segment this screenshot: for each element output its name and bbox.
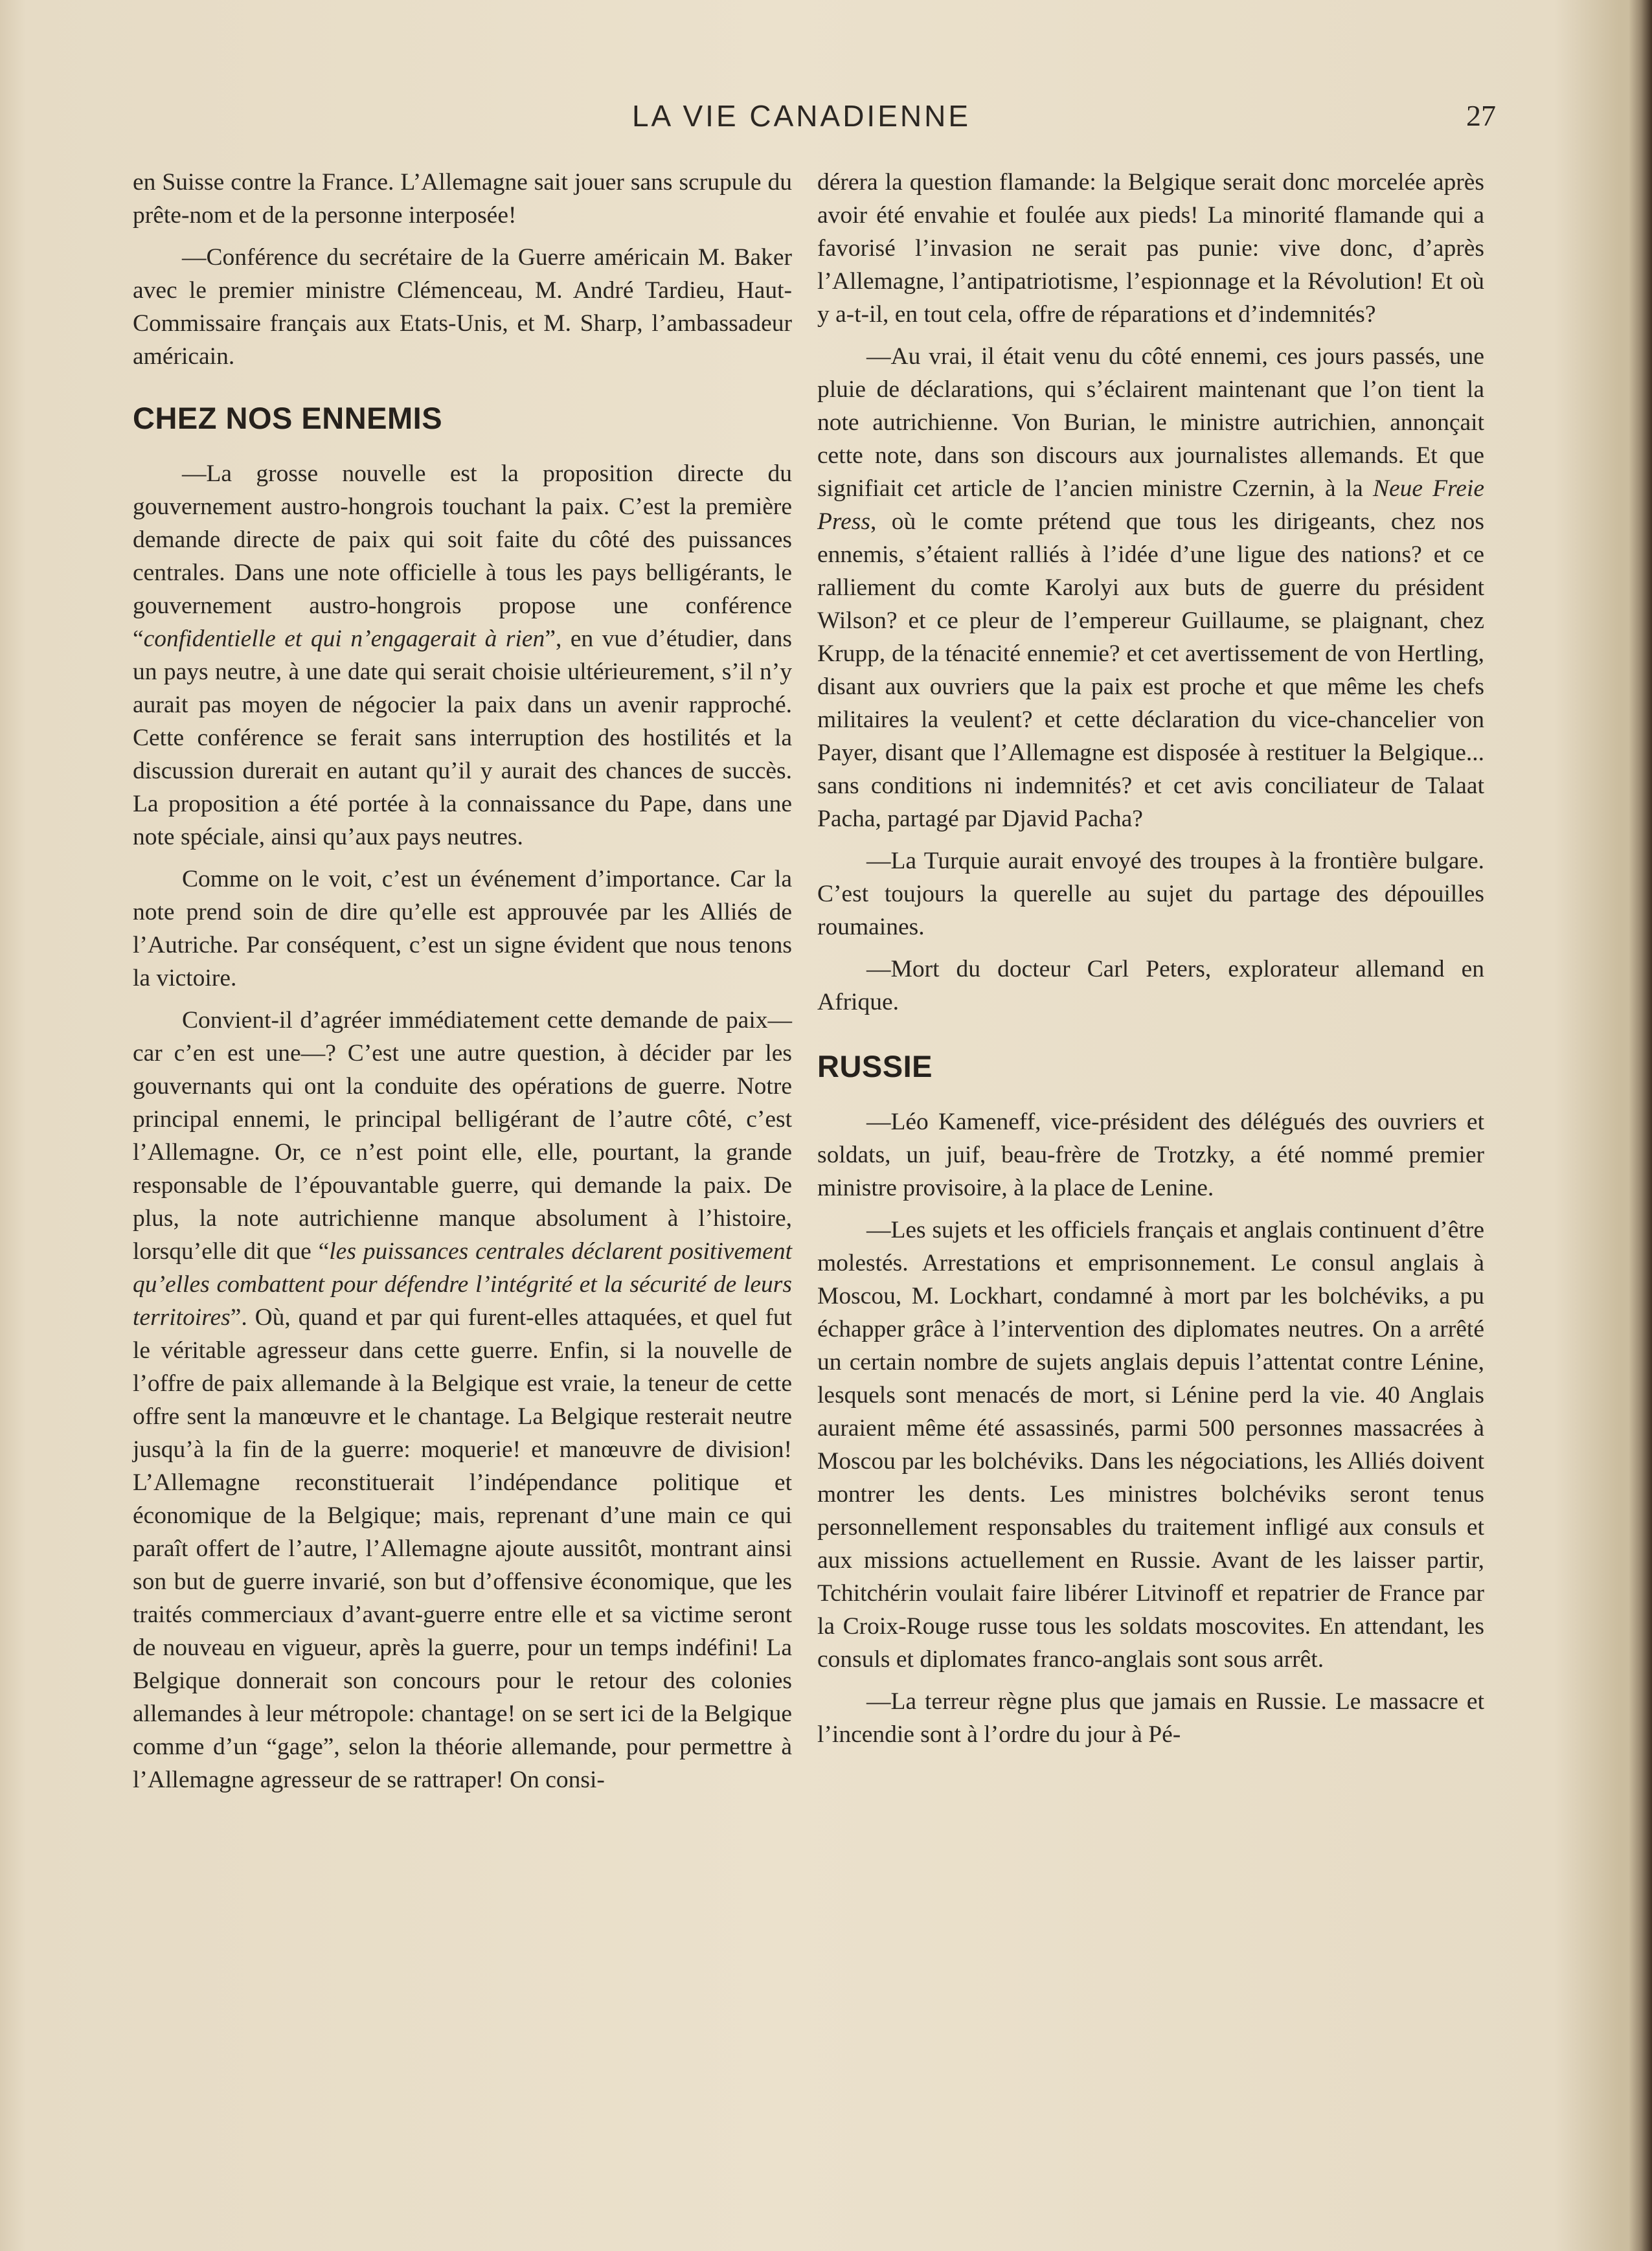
magazine-title: LA VIE CANADIENNE — [631, 99, 971, 133]
paragraph-suisse: en Suisse contre la France. L’Allemagne sait jouer sans scrupule du prête-nom et de la personne interposée! — [133, 169, 792, 229]
text-run: , où le comte prétend que tous les dirigeants, chez nos ennemis, s’étaient ralliés à l’idée d’une ligue des nations? et ce ralliement du comte Karolyi aux buts de guerre du président Wilson? et ce pleur de l’empereur Guillaume, se plaignant, chez Krupp, de la ténacité ennemie? et cet avertissement de von Hertling, disant aux ouvriers que la paix est proche et que même les chefs militaires la veulent? et cette déclaration du vice-chancelier von Payer, disant que l’Allemagne est disposée à restituer la Belgique... sans conditions ni indemnités? et cet avis conciliateur de Talaat Pacha, partagé par Djavid Pacha? — [817, 508, 1484, 832]
text-run: Convient-il d’agréer immédiatement cette demande de paix—car c’en est une—? C’est une autre question, à décider par les gouvernants qui ont la conduite des opérations de guerre. Notre principal ennemi, le principal belligérant de l’autre côté, c’est l’Allemagne. Or, ce n’est point elle, elle, pourtant, la grande responsable de l’épouvantable guerre, qui demande la paix. De plus, la note autrichienne manque absolument à l’histoire, lorsqu’elle dit que “ — [133, 1007, 792, 1265]
text-run: —La grosse nouvelle est la proposition directe du gouvernement austro-hongrois touchant la paix. C’est la première demande directe de paix qui soit faite du côté des puissances centrales. Dans une note officielle à tous les pays belligérants, le gouvernement austro-hongrois propose une conférence “ — [133, 460, 792, 652]
left-column — [133, 166, 792, 1805]
paragraph-grosse-nouvelle — [133, 457, 792, 854]
paragraph-kameneff: —Léo Kameneff, vice-président des délégués des ouvriers et soldats, un juif, beau-frère de Trotzky, a été nommé premier ministre provisoire, à la place de Lenine. — [817, 1109, 1484, 1201]
running-header — [0, 98, 1652, 137]
scan-edge-shadow — [1629, 0, 1652, 2251]
text-run: ”. Où, quand et par qui furent-elles attaquées, et quel fut le véritable agresseur dans cette guerre. Enfin, si la nouvelle de l’offre de paix allemande à la Belgique est vraie, la teneur de cette offre sent la manœuvre et le chantage. La Belgique resterait neutre jusqu’à la fin de la guerre: moquerie! et manœuvre de division! L’Allemagne reconstituerait l’indépendance politique et économique de la Belgique; mais, reprenant d’une main ce qui paraît offert de l’autre, l’Allemagne ajoute aussitôt, montrant ainsi son but de guerre invarié, son but d’offensive économique, que les traités commerciaux d’avant-guerre entre elle et sa victime seront de nouveau en vigueur, après la guerre, pour un temps indéfini! La Belgique donnerait son concours pour le retour des colonies allemandes à leur métropole: chantage! on se sert ici de la Belgique comme d’un “gage”, selon la théorie allemande, pour permettre à l’Allemagne agresseur de se rattraper! On consi- — [133, 1304, 792, 1793]
right-column — [817, 166, 1484, 1760]
italic-quote: confidentielle et qui n’engagerait à rien — [143, 626, 545, 652]
section-heading-russie: RUSSIE — [817, 1049, 933, 1083]
paragraph-terreur: —La terreur règne plus que jamais en Russie. Le massacre et l’incendie sont à l’ordre du jour à Pé- — [817, 1688, 1484, 1748]
paragraph-conference-baker: —Conférence du secrétaire de la Guerre américain M. Baker avec le premier ministre Clémenceau, M. André Tardieu, Haut-Commissaire français aux Etats-Unis, et M. Sharp, l’ambassadeur américain. — [133, 244, 792, 370]
paragraph-carl-peters: —Mort du docteur Carl Peters, explorateur allemand en Afrique. — [817, 956, 1484, 1015]
italic-quote: les puissances centrales déclarent positivement qu’elles combattent pour défendre l’intégrité et la sécurité de leurs territoires — [133, 1238, 792, 1331]
paragraph-sujets-officiels: —Les sujets et les officiels français et anglais continuent d’être molestés. Arrestations et emprisonnement. Le consul anglais à Moscou, M. Lockhart, condamné à mort par les bolchéviks, a pu échapper grâce à l’intervention des diplomates neutres. On a arrêté un certain nombre de sujets anglais depuis l’attentat contre Lénine, lesquels sont menacés de mort, si Lénine perd la vie. 40 Anglais auraient même été assassinés, parmi 500 personnes massacrées à Moscou par les bolchéviks. Dans les négociations, les Alliés doivent montrer les dents. Les ministres bolchéviks seront tenus personnellement responsables du traitement infligé aux consuls et aux missions actuellement en Russie. Avant de les laisser partir, Tchitchérin voulait faire libérer Litvinoff et repatrier de France par la Croix-Rouge russe tous les soldats moscovites. En attendant, les consuls et diplomates franco-anglais sont sous arrêt. — [817, 1217, 1484, 1673]
paragraph-question-flamande: dérera la question flamande: la Belgique serait donc morcelée après avoir été envahie et foulée aux pieds! La minorité flamande qui a favorisé l’invasion ne serait pas punie: vive donc, d’après l’Allemagne, l’antipatriotisme, l’espionnage et la Révolution! Et où y a-t-il, en tout cela, offre de réparations et d’indemnités? — [817, 169, 1484, 328]
paragraph-comme-on-le-voit: Comme on le voit, c’est un événement d’importance. Car la note prend soin de dire qu’elle est approuvée par les Alliés de l’Autriche. Par conséquent, c’est un signe évident que nous tenons la victoire. — [133, 866, 792, 991]
page-number: 27 — [1466, 99, 1496, 132]
text-run: ”, en vue d’étudier, dans un pays neutre, à une date qui serait choisie ultérieurement, s’il n’y aurait pas moyen de négocier la paix dans un avenir rapproché. Cette conférence se ferait sans interruption des hostilités et la discussion durerait en autant qu’il y aurait des chances de succès. La proposition a été portée à la connaissance du Pape, dans une note spéciale, ainsi qu’aux pays neutres. — [133, 626, 792, 850]
paragraph-convient-il — [133, 1004, 792, 1796]
section-heading-chez-nos-ennemis: CHEZ NOS ENNEMIS — [133, 401, 443, 435]
text-run: —Au vrai, il était venu du côté ennemi, ces jours passés, une pluie de déclarations, qui s’éclairent maintenant que l’on tient la note autrichienne. Von Burian, le ministre autrichien, annonçait cette note, dans son discours aux journalistes allemands. Et que signifiait cet article de l’ancien ministre Czernin, à la — [817, 343, 1484, 502]
paragraph-turquie: —La Turquie aurait envoyé des troupes à la frontière bulgare. C’est toujours la querelle au sujet du partage des dépouilles roumaines. — [817, 848, 1484, 940]
italic-newspaper-title: Neue Freie Press — [817, 475, 1484, 535]
paragraph-au-vrai — [817, 340, 1484, 835]
